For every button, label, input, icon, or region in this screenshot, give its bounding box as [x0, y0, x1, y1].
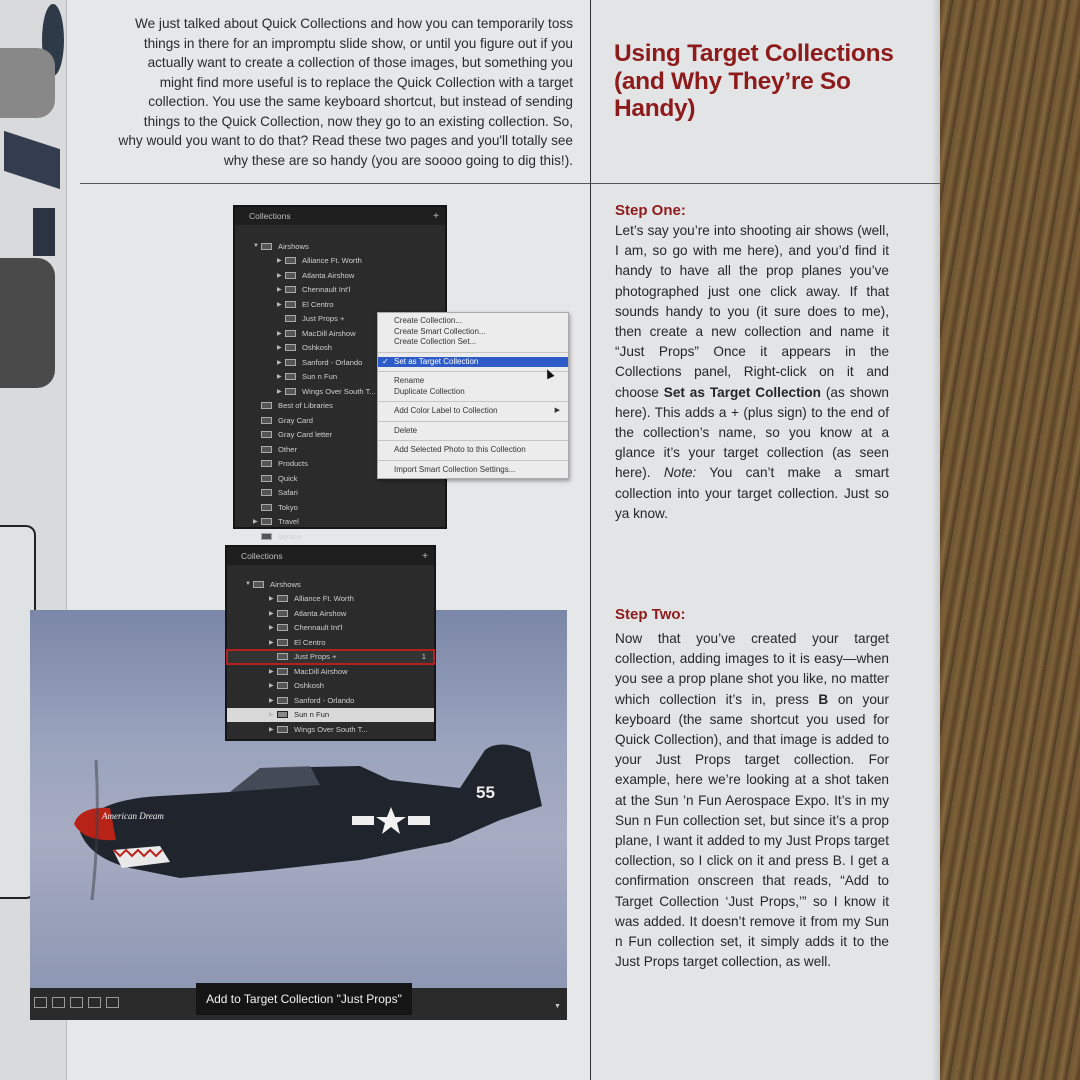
collection-row[interactable]: [227, 693, 434, 708]
disclosure-closed-icon[interactable]: ▶: [269, 683, 274, 690]
menu-item[interactable]: [378, 426, 568, 437]
collection-icon: [277, 595, 288, 602]
thumbnail-image: [33, 208, 55, 256]
disclosure-closed-icon[interactable]: ▶: [269, 625, 274, 632]
collection-row[interactable]: [227, 650, 434, 665]
collection-label: Just Props +: [302, 314, 345, 324]
collection-row[interactable]: [235, 268, 445, 283]
page-title: Using Target Collections (and Why They’re So Handy): [614, 40, 894, 122]
disclosure-closed-icon[interactable]: ▶: [277, 330, 282, 337]
collection-icon: [277, 711, 288, 718]
collection-label: El Centro: [294, 637, 326, 647]
collection-icon: [285, 301, 296, 308]
disclosure-closed-icon[interactable]: ▶: [269, 596, 274, 603]
collection-row[interactable]: [227, 606, 434, 621]
menu-item[interactable]: [378, 387, 568, 398]
collection-icon: [261, 533, 272, 540]
menu-item[interactable]: [378, 445, 568, 456]
collection-label: Oshkosh: [302, 343, 332, 353]
step-two-heading: Step Two:: [615, 606, 686, 623]
collection-icon: [285, 315, 296, 322]
collection-label: Chennault Int'l: [302, 285, 351, 295]
collection-icon: [277, 668, 288, 675]
collection-label: Airshows: [270, 579, 301, 589]
collection-row[interactable]: [235, 500, 445, 515]
menu-separator: [378, 421, 568, 422]
collection-label: Tokyo: [278, 502, 298, 512]
collection-label: Atlanta Airshow: [294, 608, 347, 618]
menu-item-label: Import Smart Collection Settings...: [394, 464, 516, 474]
menu-item-label: Add Selected Photo to this Collection: [394, 445, 526, 454]
collection-label: Gray Card letter: [278, 430, 333, 440]
collection-row[interactable]: [235, 529, 445, 544]
collection-label: Travel: [278, 517, 299, 527]
collection-row[interactable]: [235, 254, 445, 269]
collection-icon: [285, 344, 296, 351]
collections-panel-target: [225, 545, 436, 741]
panel-header: [235, 207, 445, 225]
collection-icon: [285, 257, 296, 264]
menu-item[interactable]: [378, 376, 568, 387]
menu-item[interactable]: [378, 337, 568, 348]
collection-row[interactable]: [227, 722, 434, 737]
collection-row[interactable]: [235, 297, 445, 312]
collection-icon: [277, 697, 288, 704]
collection-label: Safari: [278, 488, 298, 498]
menu-item[interactable]: [378, 465, 568, 476]
disclosure-closed-icon[interactable]: ▶: [277, 258, 282, 265]
toolbar-menu-arrow-icon[interactable]: ▼: [554, 1003, 561, 1010]
menu-item-label: Set as Target Collection: [394, 356, 479, 366]
collection-icon: [261, 402, 272, 409]
collection-label: Wings Over South T...: [302, 386, 376, 396]
grid-view-icon[interactable]: [34, 997, 47, 1008]
loupe-view-icon[interactable]: [52, 997, 65, 1008]
collection-label: Sanford - Orlando: [294, 695, 355, 705]
wood-table-background: [930, 0, 1080, 1080]
menu-separator: [378, 352, 568, 353]
collection-label: Quick: [278, 473, 298, 483]
disclosure-closed-icon[interactable]: ▶: [277, 388, 282, 395]
disclosure-closed-icon[interactable]: ▶: [269, 712, 274, 719]
collection-label: Sun n Fun: [302, 372, 338, 382]
disclosure-closed-icon[interactable]: ▶: [269, 697, 274, 704]
disclosure-closed-icon[interactable]: ▶: [269, 726, 274, 733]
collection-row[interactable]: [235, 515, 445, 530]
disclosure-open-icon[interactable]: ▼: [253, 243, 259, 250]
menu-separator: [378, 371, 568, 372]
collection-label: Gray Card: [278, 415, 314, 425]
collections-list: [227, 565, 434, 737]
collection-icon: [277, 639, 288, 646]
collection-row[interactable]: [235, 283, 445, 298]
collection-icon: [285, 330, 296, 337]
page-strip: [0, 258, 55, 388]
step-one-body: Let’s say you’re into shooting air shows (well, I am, so go with me here), and you’d find it handy to have all the prop planes you’ve photographed just one click away. If that sounds handy to you (it sure does to me), then create a new collection and name it “Just Props” Once it appears in the Collections panel, Right-click on it and choose Set as Target Collection (as shown here). This adds a + (plus sign) to the end of the collection’s name, so you know at a glance it’s your target collection (as seen here). Note: You can’t make a smart collection into your target collection. Just so ya know.: [615, 223, 889, 521]
disclosure-closed-icon[interactable]: ▶: [269, 668, 274, 675]
collection-row[interactable]: [227, 635, 434, 650]
collection-icon: [261, 504, 272, 511]
collection-label: MacDill Airshow: [302, 328, 356, 338]
menu-separator: [378, 440, 568, 441]
svg-text:55: 55: [476, 783, 495, 802]
collection-icon: [261, 431, 272, 438]
menu-item-label: Create Collection...: [394, 316, 463, 325]
collection-icon: [261, 243, 272, 250]
disclosure-closed-icon[interactable]: ▶: [277, 345, 282, 352]
collection-label: Wings Over South T...: [294, 724, 368, 734]
panel-title: Collections: [249, 211, 291, 221]
collection-icon: [285, 272, 296, 279]
people-view-icon[interactable]: [106, 997, 119, 1008]
collection-icon: [261, 475, 272, 482]
collection-label: Just Props +: [294, 652, 337, 662]
step-one-heading: Step One:: [615, 202, 686, 219]
collection-label: Products: [278, 459, 308, 469]
svg-text:American Dream: American Dream: [102, 811, 164, 821]
menu-item-label: Delete: [394, 425, 418, 435]
disclosure-closed-icon[interactable]: ▶: [277, 272, 282, 279]
panel-title: Collections: [241, 551, 283, 561]
context-menu: [377, 312, 569, 479]
view-mode-icons: [34, 997, 119, 1008]
menu-separator: [378, 401, 568, 402]
collection-icon: [261, 489, 272, 496]
add-collection-icon[interactable]: +: [422, 550, 428, 562]
collection-icon: [277, 726, 288, 733]
collection-row[interactable]: [227, 679, 434, 694]
collection-label: MacDill Airshow: [294, 666, 348, 676]
disclosure-closed-icon[interactable]: ▶: [277, 359, 282, 366]
collection-label: Alliance Ft. Worth: [302, 256, 362, 266]
collection-row[interactable]: [227, 664, 434, 679]
collection-label: Best of Libraries: [278, 401, 333, 411]
panel-header: [227, 547, 434, 565]
collection-label: Other: [278, 444, 297, 454]
disclosure-closed-icon[interactable]: ▶: [253, 519, 258, 526]
menu-item[interactable]: [378, 406, 568, 417]
book-spine: [590, 0, 591, 1080]
submenu-arrow-icon: ▶: [554, 407, 560, 414]
collection-label: Sun n Fun: [294, 710, 330, 720]
collection-icon: [285, 388, 296, 395]
collection-row[interactable]: [235, 239, 445, 254]
disclosure-closed-icon[interactable]: ▶: [269, 639, 274, 646]
menu-item-label: Duplicate Collection: [394, 386, 465, 396]
confirmation-toast: Add to Target Collection "Just Props": [196, 983, 412, 1015]
collection-icon: [285, 373, 296, 380]
collection-label: Oshkosh: [294, 681, 324, 691]
collection-count: 1: [421, 652, 426, 662]
menu-item-label: Rename: [394, 376, 425, 385]
disclosure-open-icon[interactable]: ▼: [245, 581, 251, 588]
collection-icon: [285, 286, 296, 293]
disclosure-closed-icon[interactable]: ▶: [277, 287, 282, 294]
menu-item[interactable]: [378, 357, 568, 368]
collection-icon: [261, 518, 272, 525]
collection-icon: [277, 610, 288, 617]
menu-separator: [378, 460, 568, 461]
collection-row[interactable]: [235, 486, 445, 501]
collection-icon: [261, 460, 272, 467]
thumbnail-image: [4, 131, 60, 189]
collection-icon: [277, 682, 288, 689]
survey-view-icon[interactable]: [88, 997, 101, 1008]
collection-label: Chennault Int'l: [294, 623, 343, 633]
add-collection-icon[interactable]: +: [433, 210, 439, 222]
collection-label: Venice: [278, 531, 301, 541]
menu-item[interactable]: [378, 316, 568, 327]
collection-row[interactable]: [227, 592, 434, 607]
intro-paragraph: We just talked about Quick Collections and how you can temporarily toss things in there for an impromptu slide show, or until you figure out if you actually want to create a collection of those images, but something you might find more useful is to replace the Quick Collection with a target collection. You use the same keyboard shortcut, but instead of sending things to the Quick Collection, now they go to an existing collection. So, why would you want to do that? Read these two pages and you'll totally see why these are so handy (you are soooo going to dig this!).: [118, 16, 573, 168]
disclosure-closed-icon[interactable]: ▶: [277, 374, 282, 381]
collection-icon: [253, 581, 264, 588]
compare-view-icon[interactable]: [70, 997, 83, 1008]
collection-icon: [261, 446, 272, 453]
menu-item-label: Add Color Label to Collection: [394, 406, 498, 415]
collection-icon: [277, 653, 288, 660]
collection-row[interactable]: [227, 577, 434, 592]
collection-row[interactable]: [227, 621, 434, 636]
collection-icon: [277, 624, 288, 631]
step-two-body: Now that you’ve created your target collection, adding images to it is easy—when you see a prop plane shot you like, no matter which collection it’s in, press B on your keyboard (the same shortcut you used for Quick Collection), and that image is added to your Just Props target collection. For example, here we’re looking at a shot taken at the Sun ’n Fun Aerospace Expo. It’s in my Sun n Fun collection set, but since it’s a prop plane, I want it added to my Just Props target collection, so I click on it and press B. I get a confirmation onscreen that reads, “Add to Target Collection ‘Just Props,’” so I know it was added. It doesn’t remove it from my Sun n Fun collection set, it simply adds it to the Just Props target collection, as well.: [615, 631, 889, 970]
menu-item-label: Create Smart Collection...: [394, 326, 486, 336]
menu-item[interactable]: [378, 327, 568, 338]
header-divider: [80, 183, 940, 184]
collection-icon: [285, 359, 296, 366]
collection-label: Atlanta Airshow: [302, 270, 355, 280]
disclosure-closed-icon[interactable]: ▶: [269, 610, 274, 617]
collection-label: Airshows: [278, 241, 309, 251]
page-strip: [0, 48, 55, 118]
collection-label: Alliance Ft. Worth: [294, 594, 354, 604]
collection-label: Sanford - Orlando: [302, 357, 363, 367]
collection-icon: [261, 417, 272, 424]
menu-item-label: Create Collection Set...: [394, 337, 477, 346]
collection-label: El Centro: [302, 299, 334, 309]
disclosure-closed-icon[interactable]: ▶: [277, 301, 282, 308]
collection-row[interactable]: [227, 708, 434, 723]
checkmark-icon: ✓: [382, 356, 389, 366]
